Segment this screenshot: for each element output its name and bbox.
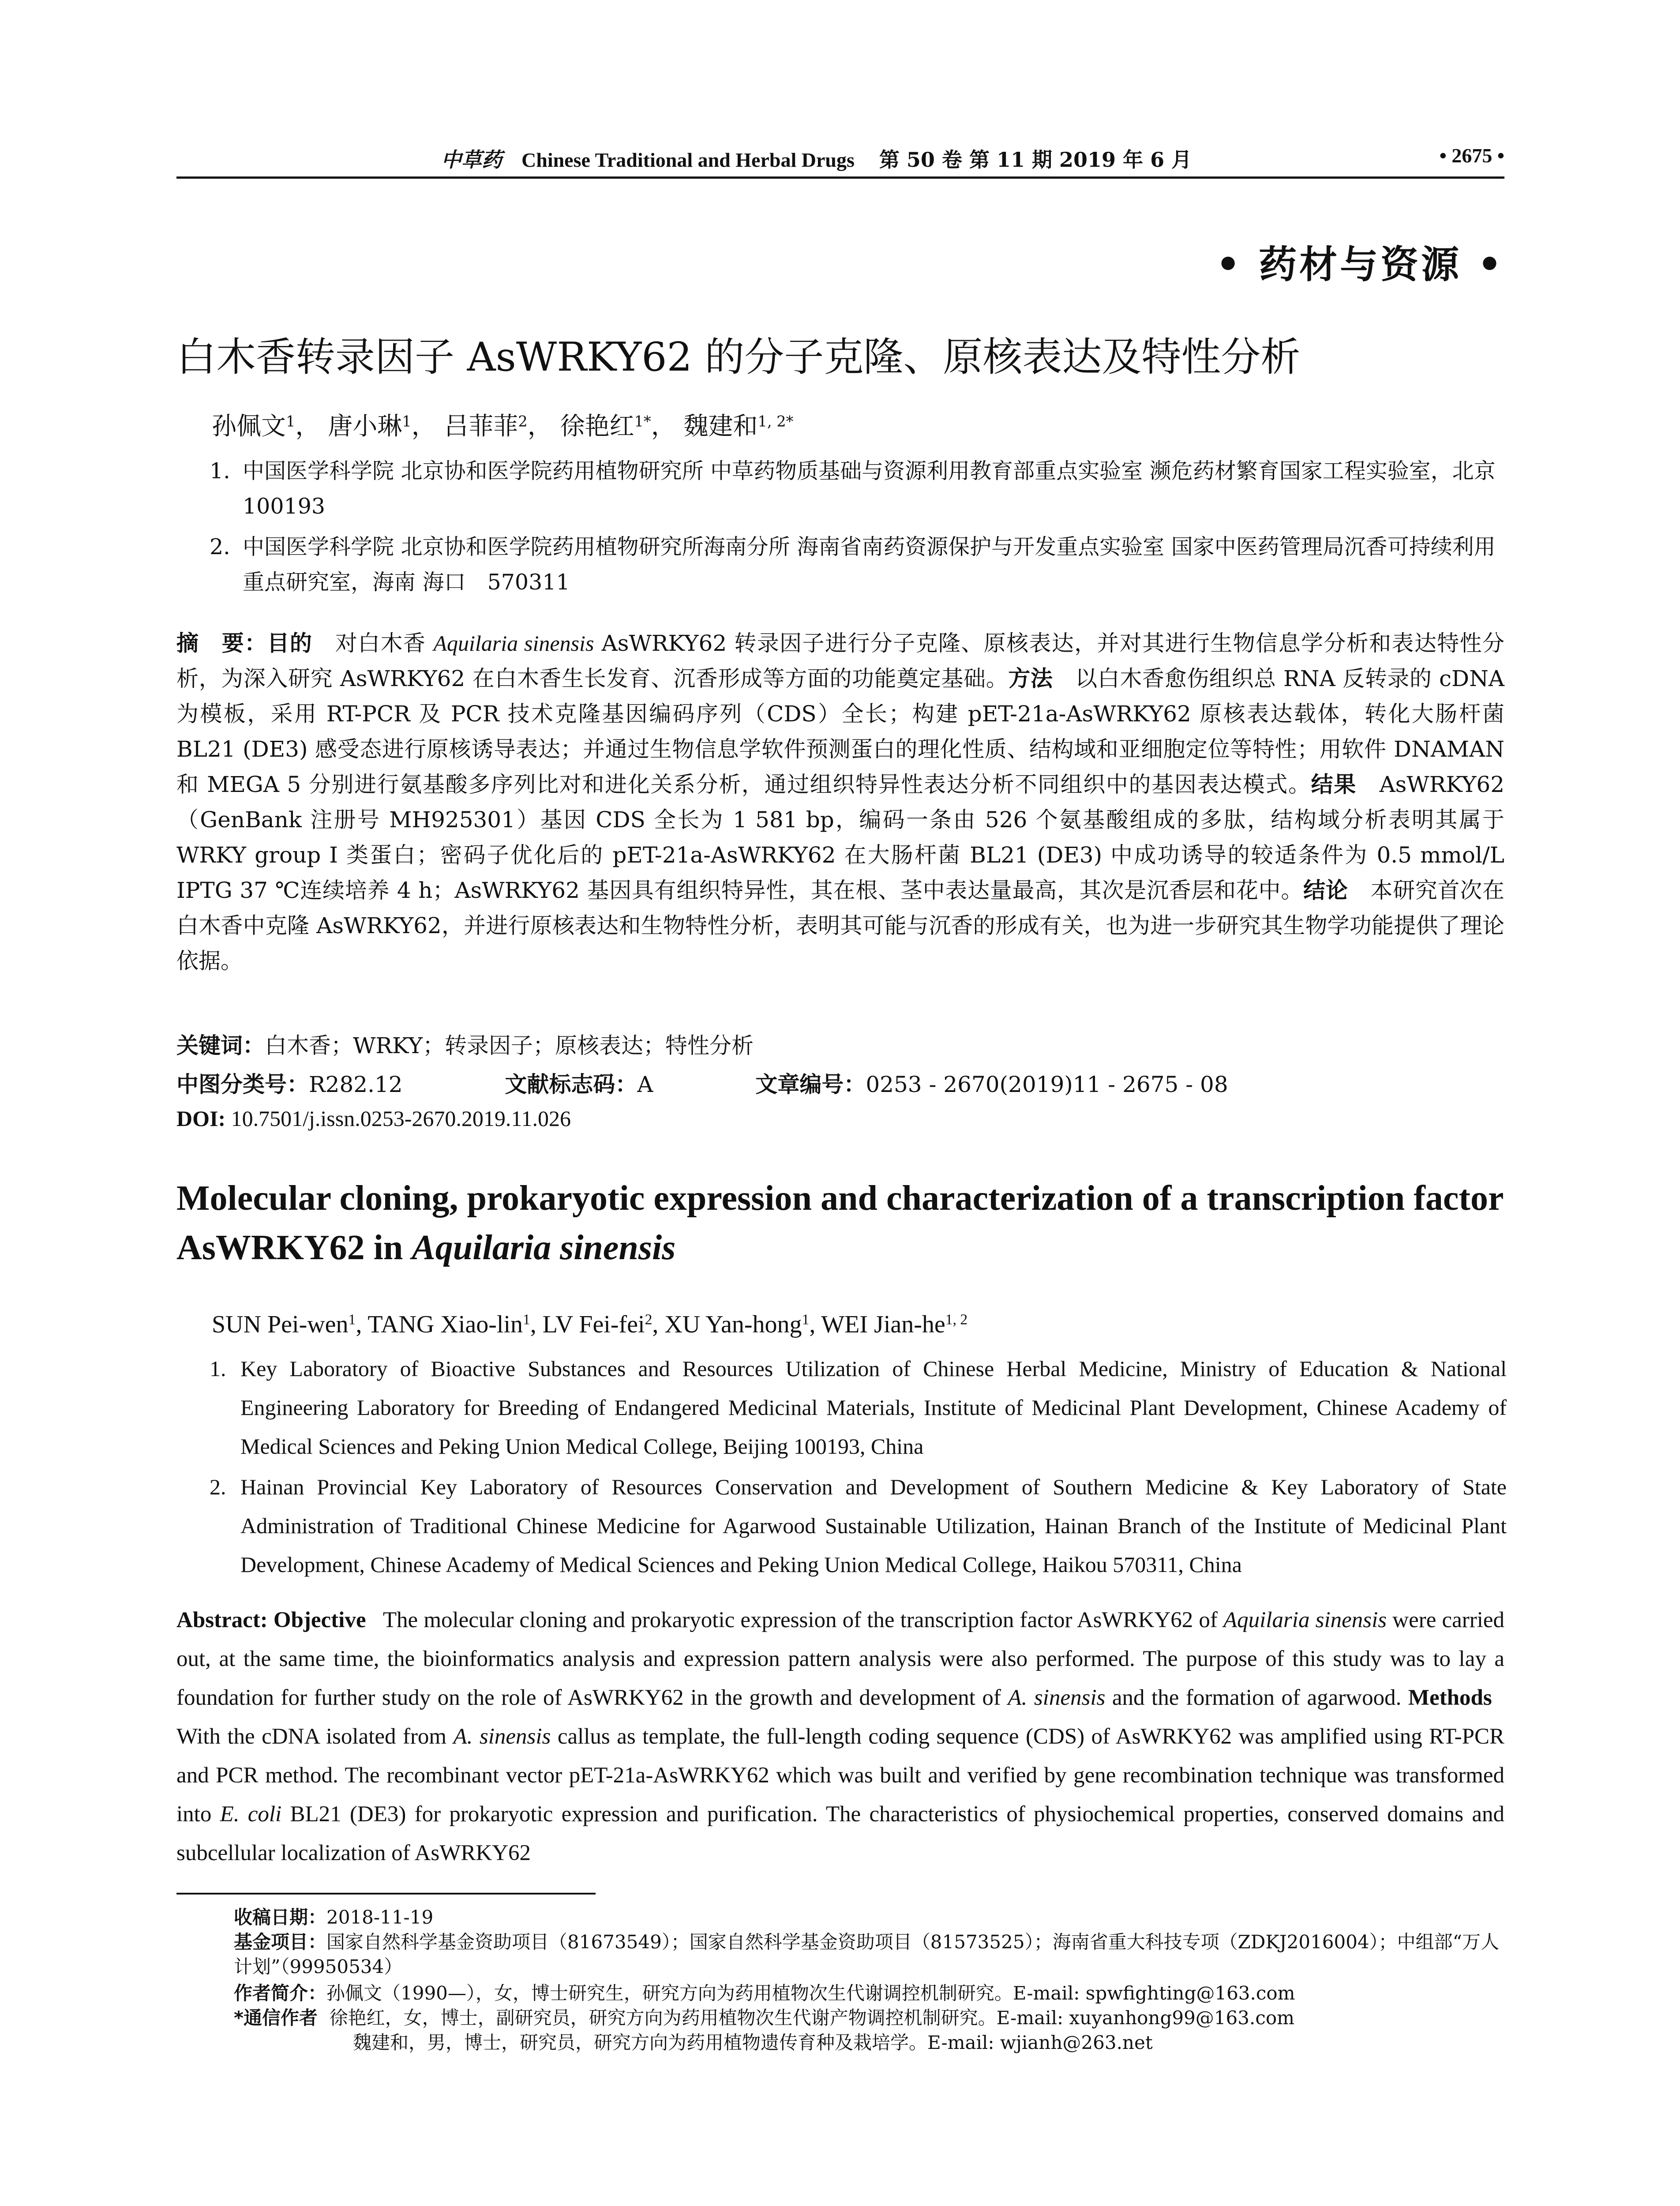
- doi-value[interactable]: 10.7501/j.issn.0253-2670.2019.11.026: [231, 1106, 571, 1131]
- organism-name: E. coli: [220, 1802, 282, 1827]
- objective-text-b: AsWRKY62 转录因子进行分子克隆、原核表达，并对其进行生物信息学分析和表达特性分析，为深入研究 AsWRKY62 在白木香生长发育、沉香形成等方面的功能奠定基础。: [176, 630, 1505, 691]
- objective-en-c: and the formation of agarwood.: [1105, 1685, 1402, 1710]
- section-label: • 药材与资源 •: [1216, 242, 1504, 287]
- objective-en-a: The molecular cloning and prokaryotic expression of the transcription factor AsWRKY62 of: [382, 1608, 1223, 1632]
- keywords-text: 白木香；WRKY；转录因子；原核表达；特性分析: [265, 1033, 754, 1058]
- species-name: Aquilaria sinensis: [433, 631, 594, 656]
- author-name: SUN Pei-wen: [212, 1311, 349, 1338]
- abstract-en: [176, 1601, 1504, 1872]
- affiliation-number: 1.: [210, 1356, 226, 1381]
- running-header: [176, 140, 1504, 180]
- classification-line: [176, 1067, 1228, 1099]
- affiliation-number: 1.: [210, 458, 230, 484]
- author-affil-mark: 2: [645, 1311, 652, 1328]
- journal-info: [441, 144, 1192, 173]
- doc-code-value: A: [637, 1072, 653, 1097]
- author-affil-mark: 1: [523, 1311, 530, 1328]
- affiliation-cn-2: [210, 529, 1507, 600]
- doi-line: [176, 1106, 571, 1131]
- author-name: LV Fei-fei: [542, 1311, 645, 1338]
- journal-name-cn: 中草药: [441, 148, 502, 172]
- author-affil-mark: 1: [286, 413, 296, 430]
- author-name: 唐小琳: [328, 412, 402, 441]
- author-affil-mark: 1*: [634, 413, 651, 430]
- clc-value: R282.12: [309, 1072, 403, 1097]
- footnote-corresponding: [234, 2006, 1504, 2030]
- footnote-received: [234, 1905, 1504, 1930]
- doi-label: DOI:: [176, 1106, 226, 1131]
- author-affil-mark: 1, 2: [945, 1311, 968, 1328]
- title-en-species: Aquilaria sinensis: [412, 1228, 676, 1267]
- article-number-value: 0253 - 2670(2019)11 - 2675 - 08: [866, 1072, 1228, 1097]
- title-en-text: Molecular cloning, prokaryotic expression and characterization of a transcription factor AsWRKY62 in: [176, 1179, 1504, 1267]
- methods-en-label: Methods: [1408, 1685, 1492, 1710]
- affiliation-number: 2.: [210, 1474, 226, 1499]
- methods-label: 方法: [1008, 666, 1053, 691]
- keywords-line: [176, 1028, 754, 1060]
- doc-code-label: 文献标志码：: [505, 1072, 638, 1097]
- author-affil-mark: 1: [402, 413, 412, 430]
- methods-en-c: BL21 (DE3) for prokaryotic expression and purification. The characteristics of physiochemical properties, conserved domains and subcellular localization of AsWRKY62: [176, 1802, 1504, 1865]
- affiliation-text: Key Laboratory of Bioactive Substances and Resources Utilization of Chinese Herbal Medicine, Ministry of Education & National Engineering Laboratory for Breeding of Endangered Medicinal Materials, Institute of Medicinal Plant Development, Chinese Academy of Medical Sciences and Peking Union Medical College, Beijing 100193, China: [240, 1356, 1507, 1459]
- affiliation-text: 中国医学科学院 北京协和医学院药用植物研究所海南分所 海南省南药资源保护与开发重点实验室 国家中医药管理局沉香可持续利用重点研究室，海南 海口 570311: [243, 534, 1496, 595]
- affiliation-en-2: [210, 1467, 1507, 1584]
- author-bio-text: 孙佩文（1990—），女，博士研究生，研究方向为药用植物次生代谢调控机制研究。E-mail: spwfighting@163.com: [326, 1982, 1295, 2004]
- affiliation-cn-1: [210, 454, 1517, 524]
- author-name: 吕菲菲: [444, 412, 518, 441]
- footnote-author: [234, 1981, 1504, 2006]
- species-name-short: A. sinensis: [453, 1724, 551, 1749]
- author-name: 魏建和: [683, 412, 758, 441]
- affiliation-en-1: [210, 1349, 1507, 1466]
- corresponding-label: *通信作者: [234, 2007, 318, 2029]
- objective-en-b: were carried out, at the same time, the bioinformatics analysis and expression pattern analysis were also performed. The purpose of this study was to lay a foundation for further study on the role of AsWRKY62 in the growth and development of: [176, 1608, 1504, 1710]
- methods-text: 以白木香愈伤组织总 RNA 反转录的 cDNA 为模板，采用 RT-PCR 及 PCR 技术克隆基因编码序列（CDS）全长；构建 pET-21a-AsWRKY62 原核表达载体，转化大肠杆菌 BL21 (DE3) 感受态进行原核诱导表达；并通过生物信息学软件预测蛋白的理化性质、结构域和亚细胞定位等特性；用软件 DNAMAN 和 MEGA 5 分别进行氨基酸多序列比对和进化关系分析，通过组织特异性表达分析不同组织中的基因表达模式。: [176, 666, 1505, 797]
- received-date: 2018-11-19: [326, 1906, 434, 1928]
- funding-text: 国家自然科学基金资助项目（81673549）；国家自然科学基金资助项目（81573525）；海南省重大科技专项（ZDKJ2016004）；中组部“万人计划”（99950534）: [234, 1931, 1500, 1977]
- results-text: AsWRKY62（GenBank 注册号 MH925301）基因 CDS 全长为 1 581 bp，编码一条由 526 个氨基酸组成的多肽，结构域分析表明其属于 WRKY group I 类蛋白；密码子优化后的 pET-21a-AsWRKY62 在大肠杆菌 BL21 (DE3) 中成功诱导的较适条件为 0.5 mmol/L IPTG 37 ℃连续培养 4 h；AsWRKY62 基因具有组织特异性，其在根、茎中表达量最高，其次是沉香层和花中。: [176, 772, 1505, 903]
- page-number: • 2675 •: [1439, 144, 1504, 167]
- article-title-en: [176, 1174, 1513, 1272]
- author-affil-mark: 1, 2*: [758, 413, 794, 430]
- author-name: TANG Xiao-lin: [368, 1311, 523, 1338]
- footnote-funding: [234, 1930, 1504, 1979]
- author-name: XU Yan-hong: [664, 1311, 802, 1338]
- author-name: WEI Jian-he: [821, 1311, 945, 1338]
- received-label: 收稿日期：: [234, 1906, 327, 1928]
- abstract-en-label: Abstract: Objective: [176, 1608, 366, 1632]
- objective-text-a: 对白木香: [335, 630, 434, 656]
- author-affil-mark: 1: [348, 1311, 356, 1328]
- results-label: 结果: [1311, 772, 1357, 797]
- author-name: 孙佩文: [212, 412, 286, 441]
- objective-label: 目的: [267, 630, 313, 656]
- species-name: Aquilaria sinensis: [1223, 1608, 1387, 1632]
- methods-en-a: With the cDNA isolated from: [176, 1724, 454, 1749]
- author-bio-label: 作者简介：: [234, 1982, 327, 2004]
- species-name-short: A. sinensis: [1008, 1685, 1106, 1710]
- conclusion-text: 本研究首次在白木香中克隆 AsWRKY62，并进行原核表达和生物特性分析，表明其可能与沉香的形成有关，也为进一步研究其生物学功能提供了理论依据。: [176, 878, 1505, 974]
- article-number-label: 文章编号：: [755, 1072, 866, 1097]
- keywords-label: 关键词：: [176, 1033, 265, 1058]
- methods-en-b: callus as template, the full-length coding sequence (CDS) of AsWRKY62 was amplified using RT-PCR and PCR method. The recombinant vector pET-21a-AsWRKY62 which was built and verified by gene recombination technique was transformed into: [176, 1724, 1504, 1827]
- conclusion-label: 结论: [1303, 878, 1348, 903]
- abstract-cn: [176, 626, 1504, 979]
- author-affil-mark: 1: [802, 1311, 810, 1328]
- header-divider: [176, 176, 1504, 179]
- author-name: 徐艳红: [560, 412, 634, 441]
- footnote-corresponding-2: [353, 2030, 1504, 2055]
- corresponding-author-2: 魏建和，男，博士，研究员，研究方向为药用植物遗传育种及栽培学。E-mail: wjianh@263.net: [353, 2032, 1153, 2053]
- corresponding-author-1: 徐艳红，女，博士，副研究员，研究方向为药用植物次生代谢产物调控机制研究。E-mail: xuyanhong99@163.com: [329, 2007, 1294, 2029]
- author-affil-mark: 2: [518, 413, 528, 430]
- issue-info: 第 50 卷 第 11 期 2019 年 6 月: [879, 148, 1192, 172]
- affiliation-number: 2.: [210, 534, 230, 559]
- author-list-cn: 孙佩文$^1$， 唐小琳$^1$， 吕菲菲$^2$， 徐艳红$^{1*}$， 魏建和$^{1, 2*}$: [212, 412, 794, 441]
- abstract-label: 摘 要：: [176, 630, 267, 656]
- funding-label: 基金项目：: [234, 1931, 327, 1953]
- journal-name-en: Chinese Traditional and Herbal Drugs: [521, 149, 855, 171]
- author-list-en: SUN Pei-wen$^1$, TANG Xiao-lin$^1$, LV Fei-fei$^2$, XU Yan-hong$^1$, WEI Jian-he$^{1, 2}$: [212, 1311, 968, 1338]
- affiliation-text: 中国医学科学院 北京协和医学院药用植物研究所 中草药物质基础与资源利用教育部重点实验室 濒危药材繁育国家工程实验室，北京 100193: [243, 458, 1517, 519]
- article-title-cn: 白木香转录因子 AsWRKY62 的分子克隆、原核表达及特性分析: [176, 334, 1301, 380]
- footnote-divider: [176, 1893, 596, 1895]
- clc-label: 中图分类号：: [176, 1072, 309, 1097]
- affiliation-text: Hainan Provincial Key Laboratory of Resources Conservation and Development of Southern Medicine & Key Laboratory of State Administration of Traditional Chinese Medicine for Agarwood Sustainable Utilization, Hainan Branch of the Institute of Medicinal Plant Development, Chinese Academy of Medical Sciences and Peking Union Medical College, Haikou 570311, China: [240, 1474, 1507, 1577]
